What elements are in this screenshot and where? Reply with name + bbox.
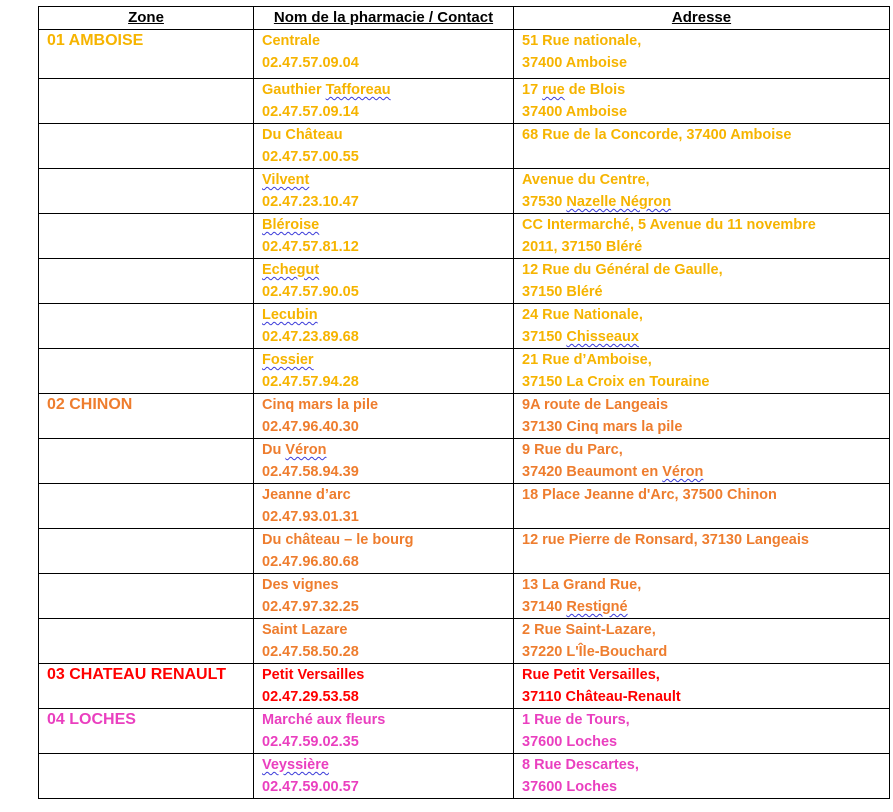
- address-line-2: 37150 La Croix en Touraine: [522, 374, 710, 390]
- table-row: [39, 124, 890, 169]
- pharmacy-phone: 02.47.97.32.25: [262, 599, 359, 615]
- zone-cell: [39, 214, 254, 259]
- address-line-1: 1 Rue de Tours,: [522, 712, 630, 728]
- spellcheck-word: Echegut: [262, 262, 320, 278]
- address-cell: [514, 754, 890, 799]
- address-cell: [514, 214, 890, 259]
- header-pharmacy-name: Nom de la pharmacie / Contact: [254, 7, 514, 30]
- address-line-1: 13 La Grand Rue,: [522, 577, 642, 593]
- pharmacy-name: Jeanne d’arc: [262, 487, 351, 503]
- pharmacy-name: [262, 259, 505, 281]
- pharmacy-name: Gauthier Tafforeau: [262, 82, 391, 98]
- pharmacy-phone: 02.47.58.94.39: [262, 464, 359, 480]
- pharmacy-cell: [254, 664, 514, 709]
- address-line-1: CC Intermarché, 5 Avenue du 11 novembre: [522, 217, 816, 233]
- pharmacy-name: Marché aux fleurs: [262, 712, 386, 728]
- address-line-2: 37150 Chisseaux: [522, 329, 639, 345]
- pharmacy-phone: 02.47.96.40.30: [262, 419, 359, 435]
- address-cell: [514, 484, 890, 529]
- zone-cell: 02 CHINON: [39, 394, 254, 439]
- address-line-1: 12 Rue du Général de Gaulle,: [522, 262, 723, 278]
- pharmacy-cell: [254, 169, 514, 214]
- zone-cell: 03 CHATEAU RENAULT: [39, 664, 254, 709]
- address-cell: [514, 394, 890, 439]
- pharmacy-name: [262, 304, 505, 326]
- pharmacy-phone: 02.47.57.90.05: [262, 284, 359, 300]
- address-cell: [514, 79, 890, 124]
- zone-cell: [39, 439, 254, 484]
- address-line-1: Avenue du Centre,: [522, 172, 650, 188]
- address-line-2: 37600 Loches: [522, 734, 618, 750]
- address-line-1: 9A route de Langeais: [522, 397, 669, 413]
- address-line-1: 17 rue de Blois: [522, 82, 626, 98]
- address-line-1: 68 Rue de la Concorde, 37400 Amboise: [522, 127, 792, 143]
- pharmacy-name: Saint Lazare: [262, 622, 348, 638]
- pharmacy-cell: [254, 214, 514, 259]
- table-row: [39, 304, 890, 349]
- address-cell: [514, 529, 890, 574]
- pharmacy-cell: [254, 124, 514, 169]
- spellcheck-word: rue: [542, 82, 565, 98]
- pharmacy-name: Centrale: [262, 33, 321, 49]
- table-row: [39, 574, 890, 619]
- pharmacy-name: Petit Versailles: [262, 667, 365, 683]
- pharmacy-phone: 02.47.29.53.58: [262, 689, 359, 705]
- pharmacy-name: [262, 214, 505, 236]
- spellcheck-word: Restigné: [566, 599, 628, 615]
- pharmacy-cell: [254, 349, 514, 394]
- pharmacy-cell: [254, 619, 514, 664]
- pharmacy-cell: [254, 394, 514, 439]
- address-line-2: 37400 Amboise: [522, 55, 628, 71]
- pharmacy-cell: [254, 259, 514, 304]
- address-cell: [514, 30, 890, 79]
- pharmacy-name: [262, 169, 505, 191]
- pharmacy-name: Du château – le bourg: [262, 532, 414, 548]
- pharmacy-cell: [254, 79, 514, 124]
- pharmacy-phone: 02.47.57.09.14: [262, 104, 359, 120]
- document-page: [38, 6, 890, 799]
- address-cell: [514, 259, 890, 304]
- pharmacy-name: Du Véron: [262, 442, 327, 458]
- table-row: [39, 214, 890, 259]
- spellcheck-word: Fossier: [262, 352, 314, 368]
- address-cell: [514, 709, 890, 754]
- table-header-row: [39, 7, 890, 30]
- address-cell: [514, 304, 890, 349]
- address-cell: [514, 349, 890, 394]
- table-row: [39, 169, 890, 214]
- pharmacy-cell: [254, 754, 514, 799]
- address-line-2: 37600 Loches: [522, 779, 618, 795]
- address-line-2: 37420 Beaumont en Véron: [522, 464, 704, 480]
- pharmacy-table: [38, 6, 890, 799]
- address-line-2: [522, 551, 881, 573]
- pharmacy-phone: 02.47.57.81.12: [262, 239, 359, 255]
- table-row: [39, 484, 890, 529]
- address-line-2: 2011, 37150 Bléré: [522, 239, 643, 255]
- zone-cell: [39, 484, 254, 529]
- address-cell: [514, 439, 890, 484]
- zone-cell: [39, 124, 254, 169]
- spellcheck-word: Lecubin: [262, 307, 318, 323]
- header-zone: Zone: [39, 7, 254, 30]
- pharmacy-cell: [254, 529, 514, 574]
- table-row: [39, 709, 890, 754]
- address-line-1: 24 Rue Nationale,: [522, 307, 643, 323]
- address-line-1: 51 Rue nationale,: [522, 33, 642, 49]
- zone-cell: [39, 259, 254, 304]
- pharmacy-name: Du Château: [262, 127, 343, 143]
- pharmacy-phone: 02.47.93.01.31: [262, 509, 359, 525]
- pharmacy-cell: [254, 30, 514, 79]
- address-line-2: 37110 Château-Renault: [522, 689, 681, 705]
- spellcheck-word: Chisseaux: [566, 329, 639, 345]
- zone-cell: [39, 754, 254, 799]
- pharmacy-cell: [254, 574, 514, 619]
- pharmacy-cell: [254, 484, 514, 529]
- address-line-2: 37400 Amboise: [522, 104, 628, 120]
- address-line-2: [522, 506, 881, 528]
- zone-cell: 04 LOCHES: [39, 709, 254, 754]
- zone-cell: [39, 304, 254, 349]
- pharmacy-phone: 02.47.57.09.04: [262, 55, 359, 71]
- pharmacy-name: Cinq mars la pile: [262, 397, 379, 413]
- zone-cell: [39, 619, 254, 664]
- pharmacy-cell: [254, 709, 514, 754]
- address-cell: [514, 169, 890, 214]
- address-line-1: 21 Rue d’Amboise,: [522, 352, 652, 368]
- zone-cell: [39, 79, 254, 124]
- address-line-2: 37150 Bléré: [522, 284, 603, 300]
- address-line-1: 8 Rue Descartes,: [522, 757, 639, 773]
- table-row: [39, 394, 890, 439]
- pharmacy-cell: [254, 304, 514, 349]
- spellcheck-word: Veyssière: [262, 757, 329, 773]
- address-cell: [514, 124, 890, 169]
- address-cell: [514, 619, 890, 664]
- table-row: [39, 30, 890, 79]
- address-line-1: 18 Place Jeanne d'Arc, 37500 Chinon: [522, 487, 777, 503]
- address-line-2: 37220 L'Île-Bouchard: [522, 644, 668, 660]
- pharmacy-phone: 02.47.57.94.28: [262, 374, 359, 390]
- spellcheck-word: Nazelle Négron: [566, 194, 672, 210]
- table-row: [39, 664, 890, 709]
- address-line-2: 37140 Restigné: [522, 599, 628, 615]
- pharmacy-name: [262, 349, 505, 371]
- address-cell: [514, 664, 890, 709]
- pharmacy-phone: 02.47.96.80.68: [262, 554, 359, 570]
- zone-cell: [39, 574, 254, 619]
- table-row: [39, 349, 890, 394]
- table-row: [39, 619, 890, 664]
- spellcheck-word: Bléroise: [262, 217, 320, 233]
- address-line-1: Rue Petit Versailles,: [522, 667, 660, 683]
- zone-cell: [39, 529, 254, 574]
- header-address: Adresse: [514, 7, 890, 30]
- table-row: [39, 439, 890, 484]
- address-line-2: 37130 Cinq mars la pile: [522, 419, 683, 435]
- pharmacy-phone: 02.47.58.50.28: [262, 644, 359, 660]
- zone-cell: 01 AMBOISE: [39, 30, 254, 79]
- table-row: [39, 259, 890, 304]
- table-row: [39, 529, 890, 574]
- pharmacy-name: [262, 754, 505, 776]
- table-row: [39, 79, 890, 124]
- zone-cell: [39, 169, 254, 214]
- pharmacy-cell: [254, 439, 514, 484]
- pharmacy-phone: 02.47.23.89.68: [262, 329, 359, 345]
- pharmacy-phone: 02.47.59.00.57: [262, 779, 359, 795]
- address-line-1: 9 Rue du Parc,: [522, 442, 623, 458]
- address-cell: [514, 574, 890, 619]
- spellcheck-word: Véron: [662, 464, 704, 480]
- spellcheck-word: Tafforeau: [325, 82, 391, 98]
- pharmacy-name: Des vignes: [262, 577, 339, 593]
- address-line-1: 2 Rue Saint-Lazare,: [522, 622, 656, 638]
- pharmacy-phone: 02.47.59.02.35: [262, 734, 359, 750]
- pharmacy-phone: 02.47.23.10.47: [262, 194, 359, 210]
- address-line-1: 12 rue Pierre de Ronsard, 37130 Langeais: [522, 532, 809, 548]
- pharmacy-phone: 02.47.57.00.55: [262, 149, 359, 165]
- zone-cell: [39, 349, 254, 394]
- spellcheck-word: Vilvent: [262, 172, 310, 188]
- spellcheck-word: Véron: [285, 442, 327, 458]
- table-row: [39, 754, 890, 799]
- address-line-2: [522, 146, 881, 168]
- address-line-2: 37530 Nazelle Négron: [522, 194, 672, 210]
